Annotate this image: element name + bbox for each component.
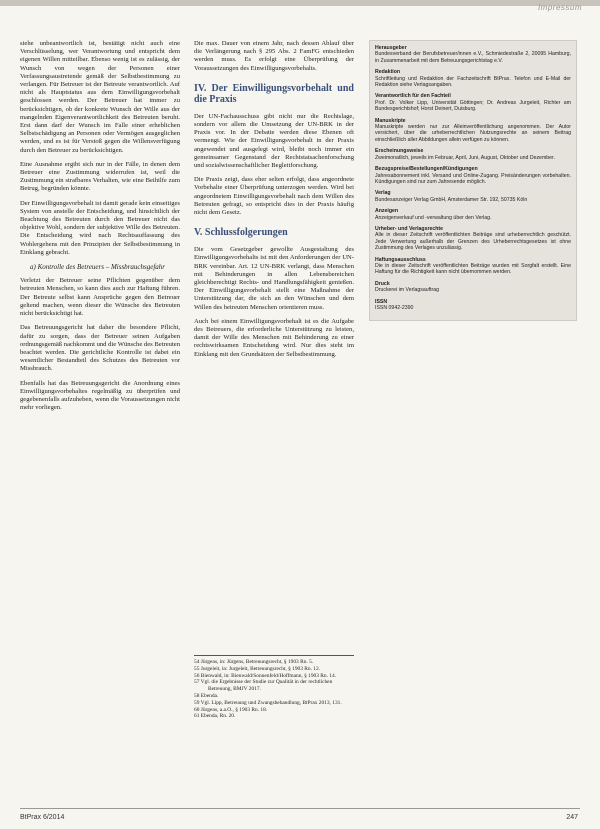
footnote: 58 Ebenda. xyxy=(194,692,219,699)
paragraph: Der UN-Fachausschuss gibt nicht nur die Rechtslage, sondern vor allem die Umsetzung der UN-BRK in der Praxis vor. In der Debatte werden diese Ebenen oft vermengt. Wie der Einwilligungsvorbehalt in der Praxis angewendet und ausgelegt wird, bleibt noch immer ein gemeinsamer Gegenstand der Rechtstatsachenforschung und sozialwissenschaftlicher Begleitforschung. xyxy=(194,112,354,170)
footnote: 57 Vgl. die Ergebnisse der Studie zur Qualität in der rechtlichen Betreuung, BMJV 2017. xyxy=(194,679,333,693)
footnote: 60 Jürgens, a.a.O., § 1903 Rn. 18. xyxy=(194,706,268,713)
column-middle xyxy=(194,40,354,365)
section-tag: Impressum xyxy=(537,3,582,12)
paragraph: Die max. Dauer von einem Jahr, nach dessen Ablauf über die Verlängerung nach § 295 Abs. 2 FamFG entschieden werden muss. Es erfolgt eine Überprüfung der Voraussetzungen des Einwilligungsvorbehalts. xyxy=(194,40,354,72)
page-number: 247 xyxy=(566,814,578,821)
impressum-title: Verantwortlich für den Fachteil xyxy=(375,93,451,100)
impressum-text: ISSN 0942-2390 xyxy=(375,305,414,311)
header-bar xyxy=(0,0,600,6)
impressum-title: Anzeigen xyxy=(375,208,399,215)
impressum-title: Druck xyxy=(375,280,390,287)
footnote: 55 Jurgeleit, in: Jurgeleit, Betreuungsrecht, § 1903 Rn. 12. xyxy=(194,665,321,672)
paragraph: Auch bei einem Einwilligungsvorbehalt ist es die Aufgabe des Betreuers, die erforderliche Unterstützung zu leisten, damit der Wille des Menschen mit Behinderung zu einer rechtswirksamen Entscheidung wird. Nur dies steht im Einklang mit den Grundsätzen der Selbstbestimmung. xyxy=(194,317,354,358)
footnote: 54 Jürgens, in: Jürgens, Betreuungsrecht, § 1903 Rn. 5. xyxy=(194,659,314,665)
impressum-text: Prof. Dr. Volker Lipp, Universität Göttingen; Dr. Andreas Jurgeleit, Richter am Bundesgerichtshof; Horst Deinert, Duisburg. xyxy=(375,99,571,113)
paragraph: Die vom Gesetzgeber gewollte Ausgestaltung des Einwilligungsvorbehalts ist mit den Anforderungen der UN-BRK vereinbar. Art. 12 UN-BRK verlangt, dass Menschen mit Behinderungen in allen Lebensbereichen gleichberechtigt Rechts- und Handlungsfähigkeit genießen. Der Einwilligungsvorbehalt stellt eine Maßnahme der Unterstützung dar, die sich an den Wünschen und dem Willen des betreuten Menschen orientieren muss. xyxy=(194,246,354,311)
impressum-box xyxy=(369,40,577,321)
impressum-title: Erscheinungsweise xyxy=(375,148,424,155)
journal-issue: BtPrax 6/2014 xyxy=(20,814,65,821)
footnote: 61 Ebenda, Rn. 20. xyxy=(194,713,236,720)
impressum-title: Redaktion xyxy=(375,69,401,76)
impressum-text: Alle in dieser Zeitschrift veröffentlichten Beiträge sind urheberrechtlich geschützt. Jede Verwertung außerhalb der Grenzen des Urheberrechtsgesetzes ist ohne Zustimmung des Verlages unzulässig. xyxy=(375,232,571,252)
impressum-column xyxy=(369,40,577,321)
impressum-title: Herausgeber xyxy=(375,45,407,51)
impressum-text: Jahresabonnement inkl. Versand und Online-Zugang. Preisänderungen vorbehalten. Kündigungen sind nur zum Jahresende möglich. xyxy=(375,172,571,185)
footnote: 56 Bienwald, in: Bienwald/Sonnenfeld/Hoffmann, § 1903 Rn. 14. xyxy=(194,672,336,679)
paragraph: Das Betreuungsgericht hat daher die besondere Pflicht, dafür zu sorgen, dass der Betreuer seinen Aufgaben ordnungsgemäß nachkommt und die Wünsche des Betreuten beachtet werden. Die gerichtliche Kontrolle ist dabei ein wesentlicher Bestandteil des Schutzes des Betreuten vor Missbrauch. xyxy=(20,324,180,373)
impressum-text: Anzeigenverkauf und -verwaltung über den Verlag. xyxy=(375,214,492,221)
paragraph: Ebenfalls hat das Betreuungsgericht die Anordnung eines Einwilligungsvorbehaltes regelmäßig zu überprüfen und gegebenenfalls aufzuheben, wenn die Voraussetzungen nicht mehr vorliegen. xyxy=(20,379,180,412)
subsection-heading: a) Kontrolle des Betreuers – Missbrauchsgefahr xyxy=(30,263,165,272)
impressum-title: Urheber- und Verlagsrechte xyxy=(375,225,444,232)
paragraph: Eine Ausnahme ergibt sich nur in der Fälle, in denen dem Betreuer eine Zustimmung widerrufen ist, weil die Zustimmung ein strafbares Verhalten, wie eine Beihilfe zum Betrug, begründen könnte. xyxy=(20,160,180,193)
impressum-text: Manuskripte werden nur zur Alleinveröffentlichung angenommen. Der Autor versichert, über die urheberrechtlichen Nutzungsrechte an seinem Beitrag einschließlich aller Abbildungen allein verfügen zu können. xyxy=(375,124,571,143)
impressum-text: Bundesanzeiger Verlag GmbH, Amsterdamer Str. 192, 50735 Köln xyxy=(375,196,528,203)
paragraph: Der Einwilligungsvorbehalt ist damit gerade kein einseitiges System von anstelle der Entscheidung, und hinsichtlich der Beachtung des Betreuten durch den Betreuer nicht das objektive Wohl, sondern der subjektive Wille des Betreuten. Die Entscheidung wird nach Rechtsauffassung des Wohlergehens mit den Prinzipien der Selbstbestimmung in Einklang gebracht. xyxy=(20,199,180,256)
impressum-title: Verlag xyxy=(375,190,391,197)
impressum-title: ISSN xyxy=(375,298,388,305)
impressum-title: Manuskripte xyxy=(375,117,406,124)
impressum-title: Bezugspreise/Bestellungen/Kündigungen xyxy=(375,166,478,173)
footnote: 59 Vgl. Lipp, Betreuung und Zwangsbehandlung, BtPrax 2013, 131. xyxy=(194,699,342,706)
impressum-text: Schriftleitung und Redaktion der Fachzeitschrift BtPrax. Telefon und E-Mail der Redaktion siehe Verlagsangaben. xyxy=(375,75,571,89)
column-left xyxy=(20,40,180,418)
impressum-text: Bundesverband der Berufsbetreuer/innen e.V., Schmiedestraße 2, 20095 Hamburg, in Zusammenarbeit mit dem Betreuungsgerichtstag e.V. xyxy=(375,51,571,64)
paragraph: Die Praxis zeigt, dass eher selten erfolgt, dass angeordnete Vorbehalte einer Überprüfung unterzogen werden. Wird bei angeordnetem Einwilligungsvorbehalt nach dem Willen des Betreuten gefragt, so entspricht dies in der Praxis häufig nicht dem Gesetz. xyxy=(194,176,354,217)
footnotes xyxy=(194,655,354,720)
section-heading: V. Schlussfolgerungen xyxy=(194,227,288,239)
paragraph: siehe unbeantwortlich ist, bestätigt nicht auch eine Verschlüsselung, wer Verantwortung und entspricht dem eigenen Willen mitteilbar. Ebenso wenig ist es zulässig, der Wunsch von wegen der Personen einer Verfassungsaustretende gemäß der Selbstbestimmung zu verlangen. Für Betreuer ist der Betreute verantwortlich. Auf nicht als Hauptstatus aus dem Einwilligungsvorbehalt geschlossen werden. Der Betreuer hat immer zu berücksichtigen, ob der konkrete Wunsch der Wille aus der mangelnden Eigenverantwortlichkeit des Betreuten beruht. Erst dann darf der Wunsch im Falle einer erheblichen Selbstschädigung an Personen oder Vermögen ausgeglichen werden, und es ist für Verstoß gegen die Willensverfügung durch den Betreuer zu berücksichtigen. xyxy=(20,40,180,154)
section-heading: IV. Der Einwilligungsvorbehalt und die Praxis xyxy=(194,82,354,105)
footer-rule xyxy=(20,808,580,809)
impressum-title: Haftungsausschluss xyxy=(375,256,426,263)
paragraph: Verletzt der Betreuer seine Pflichten gegenüber dem betreuten Menschen, so kann dies auch zur Haftung führen. Der Betreute selbst kann Ansprüche gegen den Betreuer geltend machen, wenn dieser die Wünsche des Betreuten nicht berücksichtigt hat. xyxy=(20,277,180,318)
impressum-text: Zweimonatlich, jeweils im Februar, April, Juni, August, Oktober und Dezember. xyxy=(375,154,555,161)
impressum-text: Die in dieser Zeitschrift veröffentlichten Beiträge wurden mit Sorgfalt erstellt. Eine Haftung für die Richtigkeit kann nicht übernommen werden. xyxy=(375,262,571,276)
impressum-text: Druckerei im Verlagsauftrag xyxy=(375,287,440,294)
